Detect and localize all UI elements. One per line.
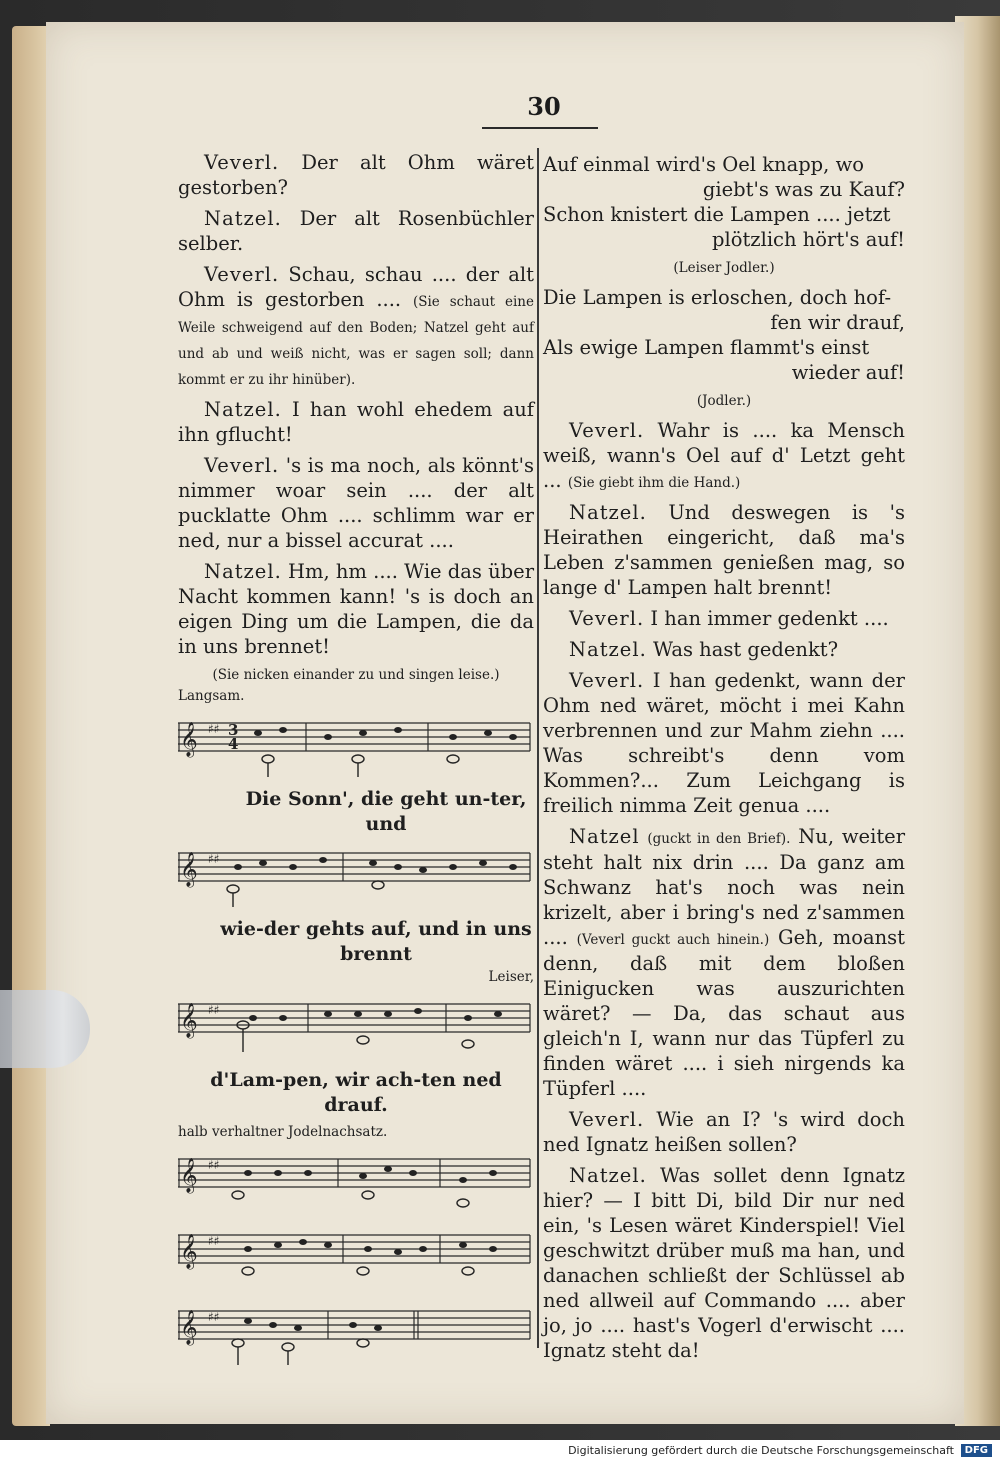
dialogue-paragraph — [543, 637, 905, 662]
scroll-tab-handle[interactable] — [0, 990, 90, 1068]
svg-text:𝄞: 𝄞 — [180, 1003, 198, 1038]
dynamic-marking: Leiser, — [488, 969, 534, 985]
speaker-name: Natzel. — [204, 398, 282, 421]
svg-text:𝄞: 𝄞 — [180, 722, 198, 757]
dialogue-text: Geh, moanst denn, daß mit dem bloßen Einigucken was auszurichten wäret? — Da, das schaut aus gleich'n I, wann nur das Tüpferl zu finden wäret .... i sieh nirgends ka Tüpferl .... — [543, 926, 905, 1100]
staff-notation — [178, 1299, 534, 1369]
book-edge — [12, 26, 50, 1426]
dialogue-text: Nu, weiter steht halt nix drin .... Da ganz am Schwanz hat's noch was nein krizelt, aber i bring's ned z'sammen .... — [543, 825, 906, 949]
dialogue-text: Der alt Rosenbüchler selber. — [178, 207, 534, 255]
left-column — [178, 150, 534, 1375]
speaker-name: Veverl. — [569, 607, 645, 630]
music-staff — [178, 992, 534, 1062]
staff-notation — [178, 1147, 534, 1217]
svg-text:𝄞: 𝄞 — [180, 852, 198, 887]
tempo-marking: Langsam. — [178, 688, 245, 704]
dialogue-text: I han wohl ehedem auf ihn gflucht! — [178, 398, 534, 446]
dialogue-text: I han gedenkt, wann der Ohm ned wäret, möcht i mei Kahn verbrennen und zur Mahm ziehn .... Was schreibt's denn vom Kommen?... Zum Leichgang is freilich nimma Zeit genua .... — [543, 669, 905, 817]
svg-text:♯♯: ♯♯ — [208, 1234, 220, 1248]
dialogue-text: Hm, hm .... Wie das über Nacht kommen kann! 's is doch an eigen Ding um die Lampen, die da in uns brennet! — [178, 560, 535, 658]
staff-notation — [178, 1223, 534, 1293]
dialogue-text: Was hast gedenkt? — [652, 638, 839, 661]
verse-line: Als ewige Lampen flammt's einst — [543, 336, 870, 359]
music-staff — [178, 1299, 534, 1369]
svg-text:𝄞: 𝄞 — [180, 1310, 198, 1345]
svg-text:𝄞: 𝄞 — [180, 1234, 198, 1269]
page-number: 30 — [527, 92, 561, 121]
stage-direction: (Sie nicken einander zu und singen leise.) — [212, 667, 500, 683]
dialogue-text: Wie an I? 's wird doch ned Ignatz heißen sollen? — [543, 1108, 905, 1156]
dialogue-text: Wahr is .... ka Mensch weiß, wann's Oel auf d' Letzt geht ... — [543, 419, 905, 492]
dialogue-paragraph — [178, 262, 534, 391]
yodel-note: halb verhaltner Jodelnachsatz. — [178, 1124, 388, 1140]
stage-direction: (Leiser Jodler.) — [673, 260, 775, 276]
verse-line: wieder auf! — [791, 361, 905, 384]
stage-direction: (guckt in den Brief). — [647, 831, 791, 847]
music-staff — [178, 841, 534, 911]
music-staff — [178, 1223, 534, 1293]
header-rule — [482, 127, 598, 129]
verse-line: giebt's was zu Kauf? — [702, 178, 905, 201]
speaker-name: Natzel. — [569, 1164, 647, 1187]
staff-notation — [178, 992, 534, 1062]
svg-text:♯♯: ♯♯ — [208, 1003, 220, 1017]
speaker-name: Natzel. — [569, 638, 647, 661]
dialogue-paragraph — [543, 824, 905, 1101]
verse-line: fen wir drauf, — [770, 311, 905, 334]
speaker-name: Veverl. — [569, 1108, 645, 1131]
dialogue-text: Was sollet denn Ignatz hier? — I bitt Di, bild Dir nur ned ein, 's Lesen wäret Kinderspiel! Viel geschwitzt drüber muß ma han, und danachen schließt der Schlüssel ab ned allweil auf Commando .... aber jo, jo .... hast's Vogerl d'erwischt .... Ignatz steht da! — [543, 1164, 906, 1362]
dialogue-paragraph — [543, 418, 905, 494]
dialogue-paragraph — [178, 397, 534, 447]
stage-direction: (Sie schaut eine Weile schweigend auf den Boden; Natzel geht auf und ab und weiß nicht, was er sagen soll; dann kommt er zu ihr hinüber). — [178, 294, 534, 388]
verse-line: plötzlich hört's auf! — [712, 228, 905, 251]
dialogue-paragraph — [178, 150, 534, 200]
speaker-name: Veverl. — [569, 419, 645, 442]
speaker-name: Natzel. — [569, 501, 647, 524]
dialogue-paragraph — [543, 1107, 905, 1157]
speaker-name: Veverl. — [204, 263, 280, 286]
speaker-name: Veverl. — [204, 454, 280, 477]
lyric-line: Die Sonn', die geht un-ter, und — [245, 788, 527, 835]
column-divider — [537, 148, 539, 1348]
svg-text:♯♯: ♯♯ — [208, 1158, 220, 1172]
svg-text:♯♯: ♯♯ — [208, 722, 220, 736]
speaker-name: Veverl. — [204, 151, 280, 174]
svg-text:4: 4 — [228, 735, 239, 753]
dialogue-text: I han immer gedenkt .... — [650, 607, 889, 630]
dfg-logo: DFG — [961, 1444, 992, 1457]
lyric-line: wie-der gehts auf, und in uns brennt — [220, 918, 532, 965]
right-column — [543, 152, 905, 1363]
speaker-name: Natzel. — [204, 560, 282, 583]
music-staff — [178, 1147, 534, 1217]
speaker-name: Veverl. — [569, 669, 645, 692]
speaker-name: Natzel — [569, 825, 640, 848]
speaker-name: Natzel. — [204, 207, 282, 230]
dialogue-paragraph — [543, 606, 905, 631]
funding-credit: Digitalisierung gefördert durch die Deutsche Forschungsgemeinschaft — [568, 1444, 954, 1457]
verse-line: Auf einmal wird's Oel knapp, wo — [543, 153, 864, 176]
verse-line: Die Lampen is erloschen, doch hof- — [543, 286, 892, 309]
verse-line: Schon knistert die Lampen .... jetzt — [543, 203, 891, 226]
staff-notation — [178, 841, 534, 911]
svg-text:♯♯: ♯♯ — [208, 1310, 220, 1324]
svg-text:𝄞: 𝄞 — [180, 1158, 198, 1193]
footer-bar — [0, 1440, 1000, 1462]
dialogue-paragraph — [178, 206, 534, 256]
dialogue-text: Der alt Ohm wäret gestorben? — [178, 151, 535, 199]
music-staff — [178, 711, 534, 781]
dialogue-paragraph — [178, 453, 534, 553]
lyric-line: d'Lam-pen, wir ach-ten ned drauf. — [210, 1069, 502, 1116]
stage-direction: (Jodler.) — [696, 393, 752, 409]
svg-text:♯♯: ♯♯ — [208, 852, 220, 866]
dialogue-text: Und deswegen is 's Heirathen eingericht, daß ma's Leben z'sammen genießen mag, so lange d' Lampen halt brennt! — [543, 501, 905, 599]
stage-direction: (Sie giebt ihm die Hand.) — [567, 475, 741, 491]
dialogue-text: 's is ma noch, als könnt's nimmer woar sein .... der alt pucklatte Ohm .... schlimm war er ned, nur a bissel accurat .... — [178, 454, 535, 552]
staff-notation — [178, 711, 534, 781]
dialogue-paragraph — [543, 500, 905, 600]
dialogue-text: Schau, schau .... der alt Ohm is gestorben .... — [178, 263, 535, 311]
dialogue-paragraph — [178, 559, 534, 659]
dialogue-paragraph — [543, 668, 905, 818]
svg-text:3: 3 — [228, 721, 239, 739]
dialogue-paragraph — [543, 1163, 905, 1363]
stage-direction: (Veverl guckt auch hinein.) — [576, 932, 770, 948]
